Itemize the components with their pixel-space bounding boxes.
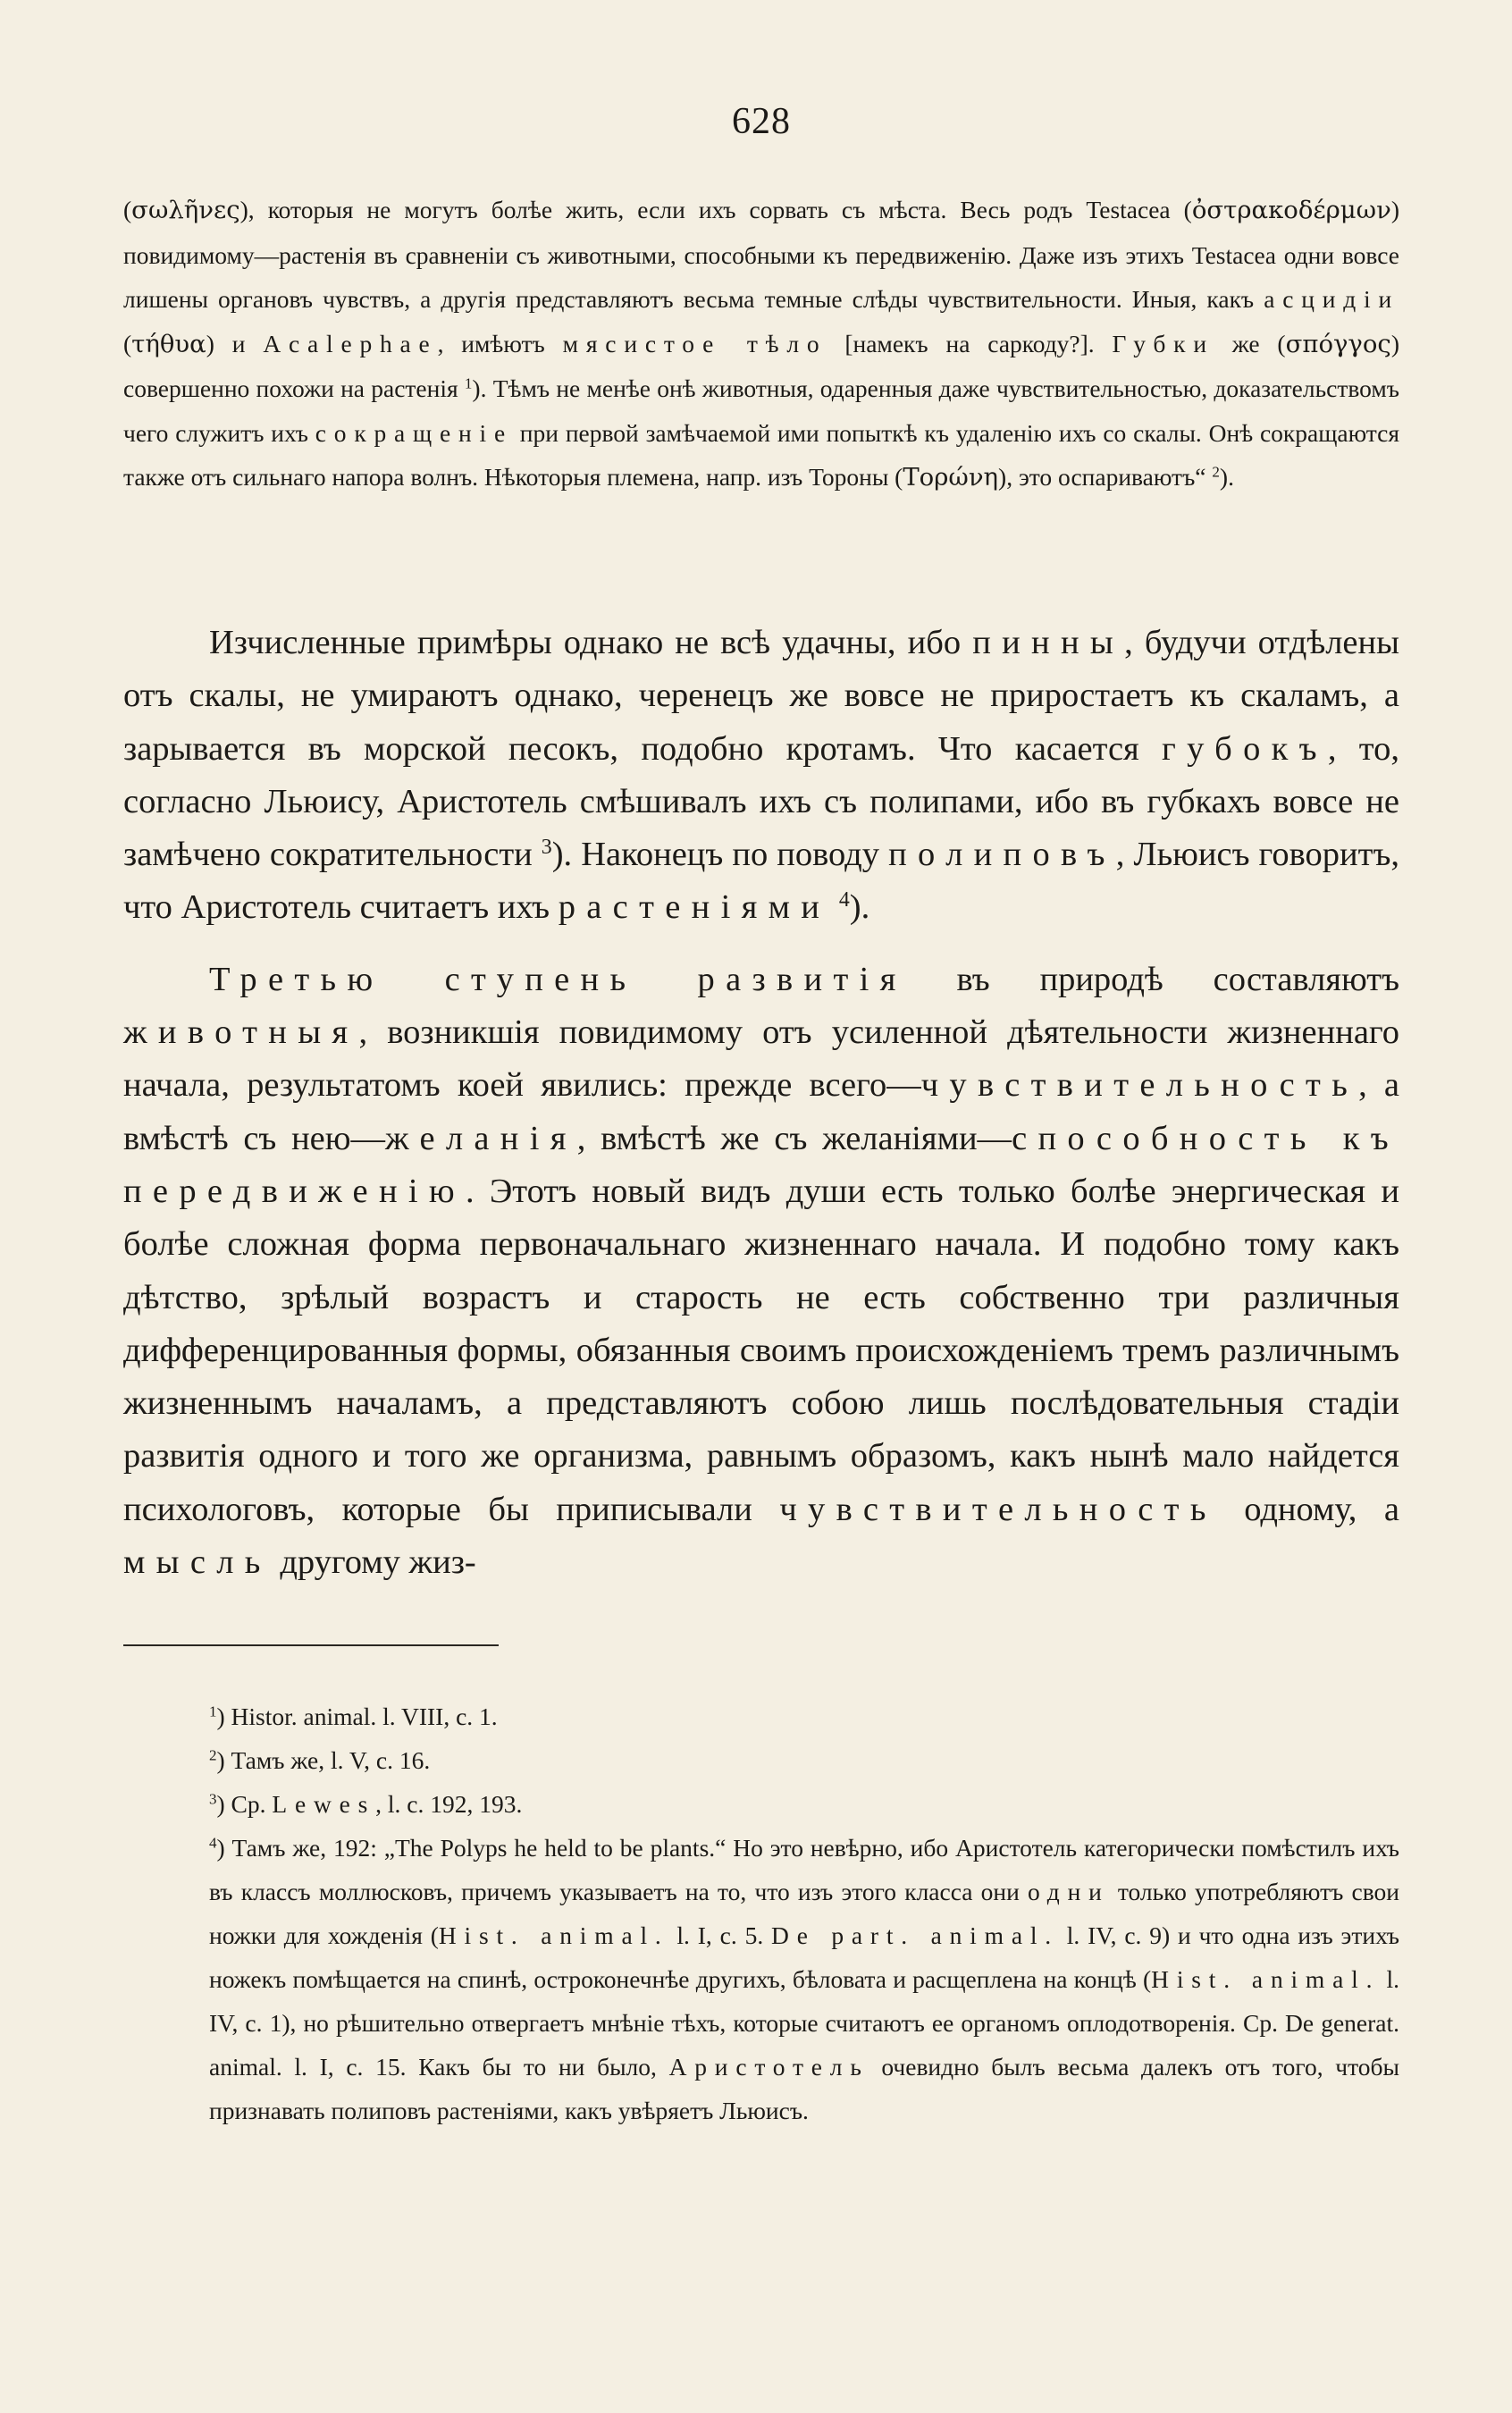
spaced-term: Третью ступень развитія xyxy=(209,960,907,998)
footnote-text: l. IV, c. 9) и что одна изъ этихъ ножекъ помѣщается на спинѣ, остроконечнѣе другихъ, бѣловата и расщеплена на концѣ ( xyxy=(209,1921,1399,1993)
footnote-text: ) Тамъ же, l. V, c. 16. xyxy=(216,1746,431,1774)
greek-word: τήθυα xyxy=(131,329,206,358)
footnote-2 xyxy=(123,1738,1399,1782)
footnote-number: 4 xyxy=(209,1834,217,1852)
paragraph xyxy=(123,954,1399,1590)
footnote-number: 1 xyxy=(209,1703,217,1720)
paragraph xyxy=(123,617,1399,935)
footnote-ref[interactable]: 1 xyxy=(464,374,473,392)
greek-word: σπόγγος xyxy=(1285,329,1391,358)
text-run: ) совершенно похожи на растенія xyxy=(123,329,1399,402)
footnote-text: только употребляютъ свои ножки для хожденія ( xyxy=(209,1878,1399,1949)
spaced-term: одни xyxy=(1028,1878,1110,1905)
spaced-term: мысль xyxy=(123,1543,272,1582)
spaced-term: сокращеніе xyxy=(315,418,513,447)
page-number: 628 xyxy=(732,101,791,142)
spaced-term: животныя xyxy=(123,1013,359,1052)
greek-word: σωλῆνες xyxy=(131,196,240,224)
spaced-term: De part. animal. xyxy=(771,1921,1059,1949)
text-run: Изчисленные примѣры однако не всѣ удачны, ибо xyxy=(209,624,973,661)
text-run: [намекъ на саркоду?]. xyxy=(827,329,1113,357)
footnote-ref[interactable]: 3 xyxy=(541,836,552,860)
text-run: , то, согласно Льюису, Аристотель смѣшивалъ ихъ съ полипами, ибо въ губкахъ вовсе не замѣчено сократительности xyxy=(123,729,1399,874)
footnote-text: l. I, c. 5. xyxy=(668,1921,772,1949)
spaced-term: мясистое тѣло xyxy=(562,329,827,357)
spaced-term: чувствительность xyxy=(779,1490,1217,1528)
spaced-term: растеніями xyxy=(558,888,831,927)
spaced-term: Hist. animal. xyxy=(438,1921,669,1949)
text-run: ) и xyxy=(206,329,264,357)
footnote-1 xyxy=(123,1694,1399,1738)
text-run: другому жиз- xyxy=(271,1543,476,1582)
footnote-text: , l. c. 192, 193. xyxy=(375,1790,523,1818)
footnote-text: ) Тамъ же, 192: „The Polyps he held to be plants.“ Но это невѣрно, ибо Аристотель категорически помѣстилъ ихъ въ классъ моллюсковъ, причемъ указываетъ на то, что изъ этого класса они xyxy=(209,1834,1399,1905)
spaced-term: губокъ xyxy=(1162,729,1328,768)
text-run: ), которыя не могутъ болѣе жить, если ихъ сорвать съ мѣста. Весь родъ Testacea ( xyxy=(239,196,1192,223)
footnote-3 xyxy=(123,1782,1399,1826)
spaced-term: полиповъ xyxy=(888,836,1116,874)
footnote-ref[interactable]: 4 xyxy=(838,888,850,912)
text-run: , возникшія повидимому отъ усиленной дѣятельности жизненнаго начала, результатомъ коей явились: прежде всего— xyxy=(123,1013,1399,1105)
main-text xyxy=(123,617,1399,1608)
spaced-term: желанія xyxy=(385,1119,577,1157)
footnotes xyxy=(123,1694,1399,2132)
text-run: ) повидимому—растенія въ сравненіи съ животными, способными къ передвиженію. Даже изъ этихъ Testacea одни вовсе лишены органовъ чувствъ, а другія представляютъ весьма темные слѣды чувствительности. Иныя, какъ xyxy=(123,196,1399,313)
text-run: ( xyxy=(123,329,132,357)
spaced-term: Hist. animal. xyxy=(1151,1965,1381,1993)
footnote-ref[interactable]: 2 xyxy=(1212,463,1220,481)
text-run: въ природѣ составляютъ xyxy=(906,960,1399,998)
text-run: же ( xyxy=(1214,329,1286,357)
spaced-term: пинны xyxy=(972,624,1125,661)
text-run: при первой замѣчаемой ими попыткѣ къ удаленію ихъ со скалы. Онѣ сокращаются также отъ сильнаго напора волнъ. Нѣкоторыя племена, напр. изъ Тороны ( xyxy=(123,418,1399,491)
spaced-term: способность къ передвиженію xyxy=(123,1119,1399,1210)
text-run: ). Тѣмъ не менѣе онѣ животныя, одаренныя даже чувствительностью, доказательствомъ чего служитъ ихъ xyxy=(123,374,1399,447)
footnote-text: очевидно былъ весьма далекъ отъ того, чтобы признавать полиповъ растеніями, какъ увѣряетъ Льюисъ. xyxy=(209,2053,1399,2124)
quote-continuation xyxy=(123,188,1399,500)
spaced-term: Lewes xyxy=(272,1790,376,1818)
text-run: , Льюисъ говоритъ, что Аристотель считаетъ ихъ xyxy=(123,836,1399,927)
text-run: , имѣютъ xyxy=(437,329,563,357)
text-run: ), это оспариваютъ“ xyxy=(998,463,1213,491)
footnote-divider xyxy=(123,1644,499,1646)
text-run: , будучи отдѣлены отъ скалы, не умираютъ однако, черенецъ же вовсе не приростаетъ къ скаламъ, а зарывается въ морской песокъ, подобно кротамъ. Что касается xyxy=(123,624,1399,768)
text-run: одному, а xyxy=(1216,1490,1400,1528)
text-run: , вмѣстѣ же съ желаніями— xyxy=(576,1119,1012,1157)
footnote-number: 3 xyxy=(209,1790,217,1808)
spaced-term: Acalephae xyxy=(263,329,438,357)
footnote-text: l. IV, c. 1), но рѣшительно отвергаетъ мнѣніе тѣхъ, которые считаютъ ее органомъ оплодотворенія. Ср. De generat. animal. l. I, c. 15. Какъ бы то ни было, xyxy=(209,1965,1400,2081)
greek-word: ὀστρακοδέρμων xyxy=(1191,196,1391,224)
text-run: , а вмѣстѣ съ нею— xyxy=(123,1066,1400,1157)
spaced-term: Аристотель xyxy=(668,2053,869,2081)
footnote-text: ) Histor. animal. l. VIII, c. 1. xyxy=(216,1703,498,1730)
spaced-term: асцидіи xyxy=(1264,285,1399,313)
footnote-number: 2 xyxy=(209,1746,217,1764)
spaced-term: Губки xyxy=(1112,329,1214,357)
text-run: ( xyxy=(123,196,132,223)
text-run: ). xyxy=(1219,463,1234,491)
text-run: . Этотъ новый видъ души есть только болѣе энергическая и болѣе сложная форма первоначальнаго жизненнаго начала. И подобно тому какъ дѣтство, зрѣлый возрастъ и старость не есть собственно три различныя дифференцированныя формы, обязанныя своимъ происхожденіемъ тремъ различнымъ жизненнымъ началамъ, а представляютъ собою лишь послѣдовательныя стадіи развитія одного и того же организма, равнымъ образомъ, какъ нынѣ мало найдется психологовъ, которые бы приписывали xyxy=(123,1172,1399,1528)
text-run xyxy=(830,888,839,926)
footnote-text: ) Ср. xyxy=(216,1790,273,1818)
greek-word: Τορώνη xyxy=(903,463,999,492)
spaced-term: чувствительность xyxy=(920,1066,1359,1105)
text-run: ). Наконецъ по поводу xyxy=(551,836,889,874)
footnote-4 xyxy=(123,1826,1399,2132)
text-run: ). xyxy=(849,888,870,927)
